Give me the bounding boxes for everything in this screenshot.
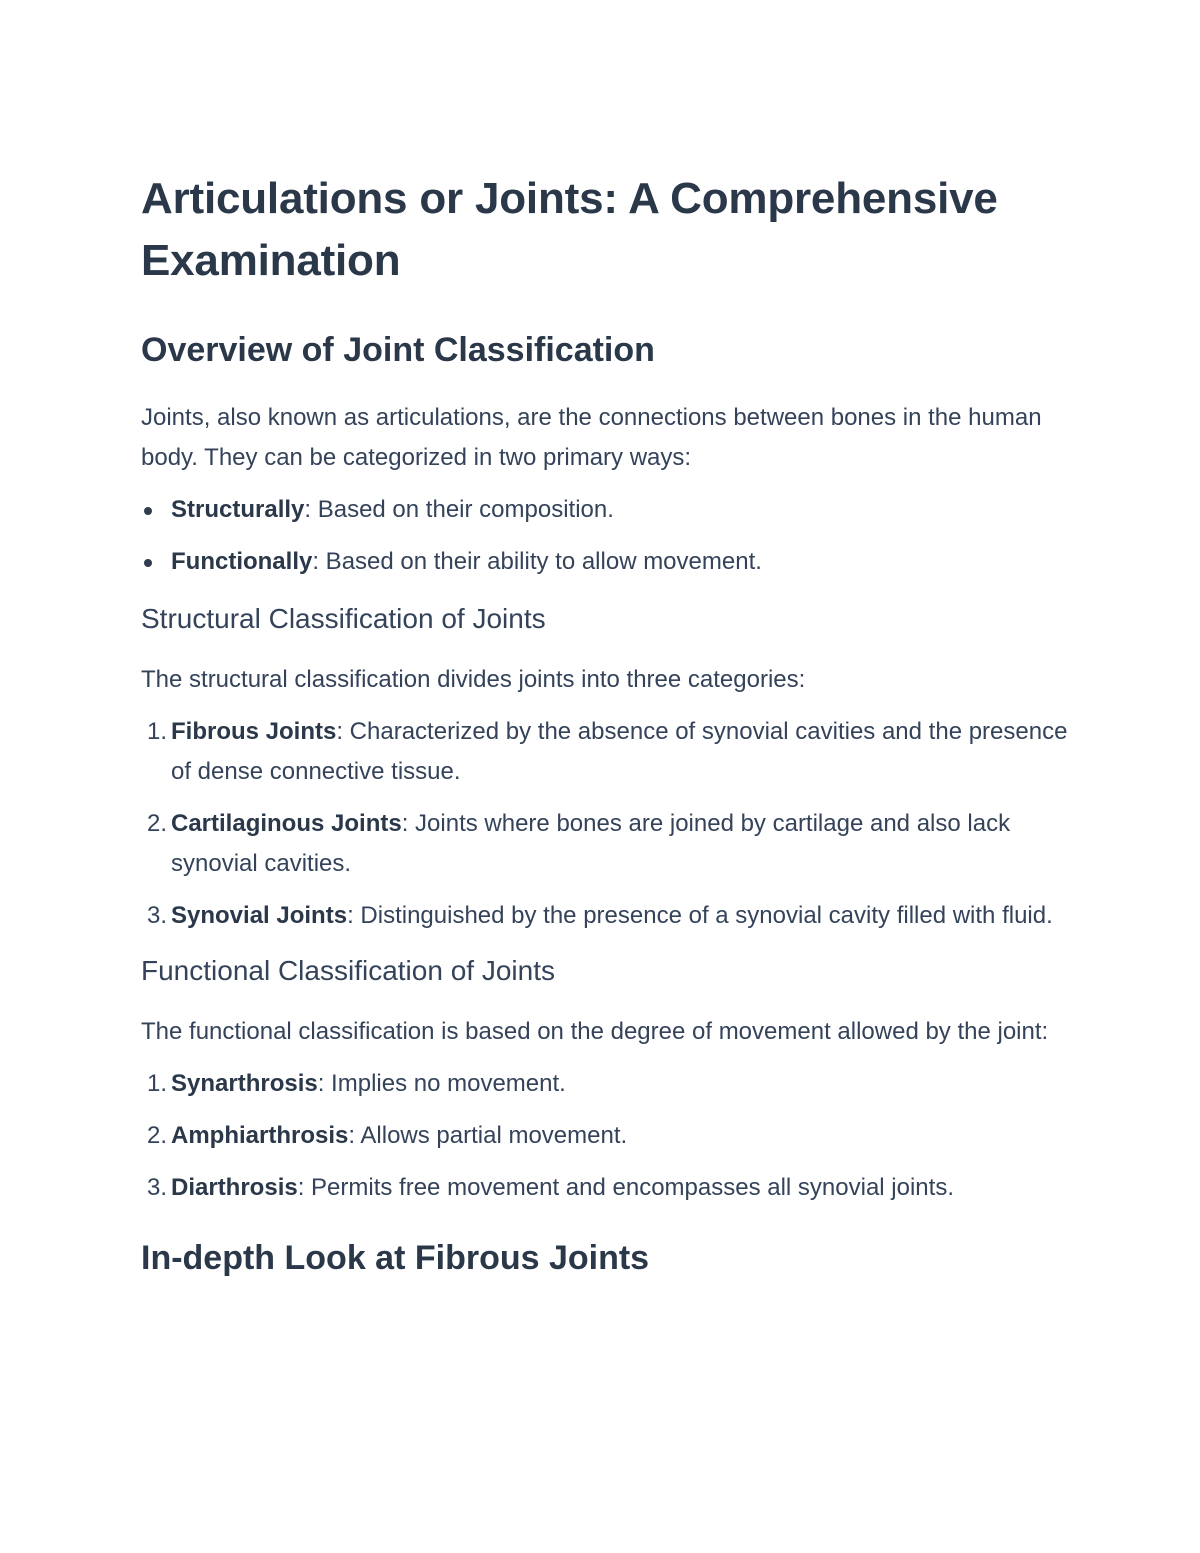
term-label: Synarthrosis [171,1070,318,1097]
document-page [141,168,1071,1280]
structural-numbered-list [141,712,1071,936]
item-number: 1. [146,718,167,745]
item-number: 2. [146,1122,167,1149]
item-number: 3. [146,902,167,929]
list-item [141,712,1071,792]
heading-fibrous-joints: In-depth Look at Fibrous Joints [141,1239,650,1277]
term-label: Structurally [171,496,305,523]
term-separator: : [297,1174,305,1201]
item-number: 3. [146,1174,167,1201]
item-text: Characterized by the absence of synovial cavities and the presence of dense connective tissue. [171,718,1068,785]
paragraph-functional-intro: The functional classification is based on the degree of movement allowed by the joint: [141,1018,1049,1045]
term-label: Functionally [171,548,313,575]
list-item [141,1064,1071,1104]
list-item [141,490,1071,530]
item-number: 1. [146,1070,167,1097]
term-separator: : [347,902,354,929]
item-text: Based on their composition. [311,496,614,523]
term-label: Synovial Joints [171,902,348,929]
list-item [141,1168,1071,1208]
functional-numbered-list [141,1064,1071,1208]
list-item [141,896,1071,936]
heading-structural: Structural Classification of Joints [141,603,546,634]
paragraph-overview-intro: Joints, also known as articulations, are the connections between bones in the human body. They can be categorized in two primary ways: [141,404,1042,471]
term-separator: : [348,1122,356,1149]
document-title: Articulations or Joints: A Comprehensive Examination [141,174,998,285]
item-text: Joints where bones are joined by cartilage and also lack synovial cavities. [171,810,1011,877]
term-separator: : [304,496,312,523]
item-text: Implies no movement. [324,1070,566,1097]
term-separator: : [336,718,344,745]
item-text: Allows partial movement. [355,1122,628,1149]
term-separator: : [401,810,409,837]
list-item [141,804,1071,884]
heading-overview: Overview of Joint Classification [141,331,655,369]
list-item [141,542,1071,582]
item-text: Permits free movement and encompasses all synovial joints. [304,1174,954,1201]
term-separator: : [312,548,320,575]
item-number: 2. [146,810,167,837]
term-label: Cartilaginous Joints [171,810,402,837]
term-label: Amphiarthrosis [171,1122,349,1149]
list-item [141,1116,1071,1156]
overview-bullet-list [141,490,1071,582]
term-label: Diarthrosis [171,1174,298,1201]
term-label: Fibrous Joints [171,718,337,745]
term-separator: : [317,1070,325,1097]
item-text: Based on their ability to allow movement. [319,548,762,575]
paragraph-structural-intro: The structural classification divides joints into three categories: [141,666,806,693]
heading-functional: Functional Classification of Joints [141,955,555,986]
item-text: Distinguished by the presence of a synovial cavity filled with fluid. [353,902,1053,929]
